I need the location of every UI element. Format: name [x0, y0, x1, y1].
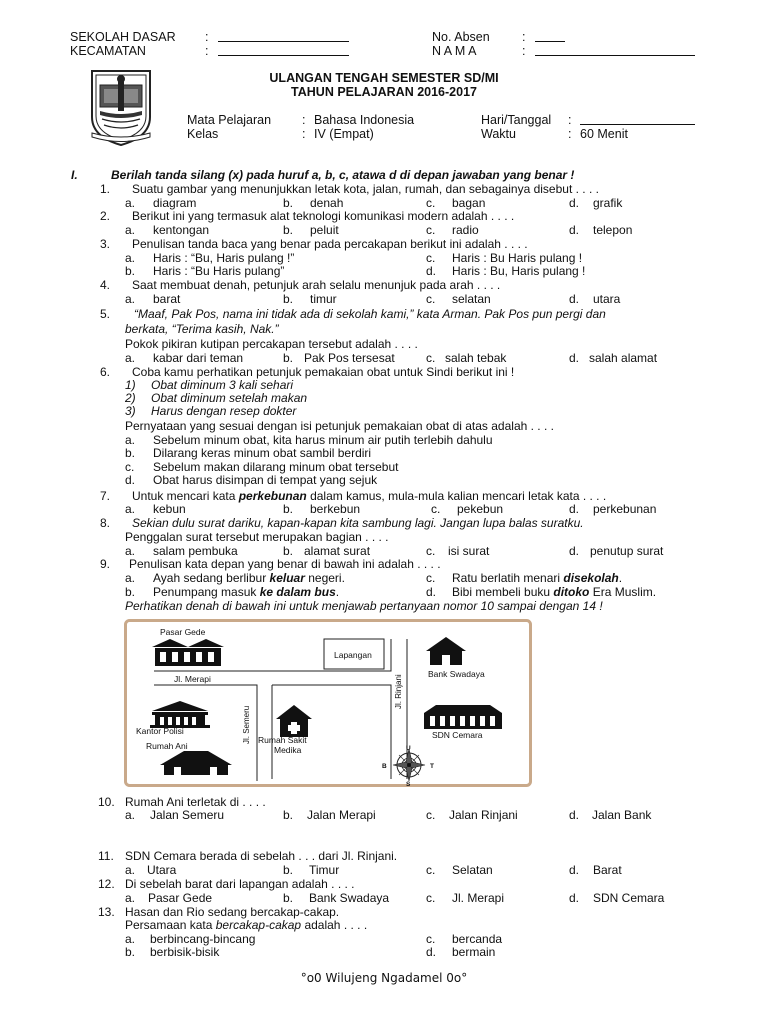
- option-text: Ayah sedang berlibur keluar negeri.: [153, 571, 345, 585]
- question-number: 5.: [99, 307, 110, 321]
- option-letter[interactable]: c.: [426, 292, 436, 306]
- time-label: Waktu: [481, 127, 516, 141]
- option-letter[interactable]: a.: [125, 808, 136, 822]
- list-item: Harus dengan resep dokter: [151, 404, 297, 418]
- option-letter[interactable]: a.: [125, 196, 136, 210]
- option-text: Jalan Rinjani: [449, 808, 518, 822]
- compass-west: B: [382, 763, 387, 770]
- option-letter[interactable]: b.: [283, 863, 294, 877]
- option-letter[interactable]: a.: [125, 251, 136, 265]
- class-label: Kelas: [187, 127, 219, 141]
- label-polisi: Kantor Polisi: [136, 726, 184, 736]
- question-text: Persamaan kata bercakap-cakap adalah . . . .: [125, 918, 368, 932]
- option-letter[interactable]: c.: [426, 808, 436, 822]
- colon: :: [522, 44, 526, 58]
- list-item: Obat diminum 3 kali sehari: [151, 378, 294, 392]
- question-text: Pokok pikiran kutipan percakapan tersebut adalah . . . .: [125, 337, 418, 351]
- colon: :: [302, 127, 306, 141]
- question-text: Penulisan tanda baca yang benar pada percakapan berikut ini adalah . . . .: [132, 237, 528, 251]
- question-number: 4.: [99, 278, 110, 292]
- option-letter[interactable]: c.: [426, 196, 436, 210]
- colon: :: [522, 30, 526, 44]
- question-text: Untuk mencari kata perkebunan dalam kamus, mula-mula kalian mencari letak kata . . . .: [132, 489, 607, 503]
- question-number: 8.: [99, 516, 110, 530]
- question-text: Di sebelah barat dari lapangan adalah . . . .: [125, 877, 355, 891]
- question-text: Suatu gambar yang menunjukkan letak kota, jalan, rumah, dan sebagainya disebut . . . .: [132, 182, 599, 196]
- option-text: berkebun: [310, 502, 361, 516]
- option-letter[interactable]: a.: [125, 433, 136, 447]
- question-number: 12.: [98, 877, 115, 891]
- option-letter[interactable]: b.: [283, 502, 294, 516]
- option-letter[interactable]: d.: [569, 863, 580, 877]
- option-text: Barat: [593, 863, 622, 877]
- school-icon: [424, 705, 502, 729]
- option-letter[interactable]: d.: [426, 585, 437, 599]
- option-letter[interactable]: c.: [426, 351, 436, 365]
- option-text: denah: [310, 196, 344, 210]
- option-letter[interactable]: b.: [283, 292, 294, 306]
- option-text: Utara: [147, 863, 177, 877]
- question-text: Penulisan kata depan yang benar di bawah ini adalah . . . .: [129, 557, 441, 571]
- label-lapangan: Lapangan: [334, 650, 372, 660]
- option-text: Jl. Merapi: [452, 891, 505, 905]
- option-text: Sebelum minum obat, kita harus minum air putih terlebih dahulu: [153, 433, 493, 447]
- option-letter[interactable]: d.: [569, 223, 580, 237]
- option-letter[interactable]: d.: [569, 351, 580, 365]
- option-text: kebun: [153, 502, 186, 516]
- question-text: Saat membuat denah, petunjuk arah selalu menunjuk pada arah . . . .: [132, 278, 501, 292]
- section-numeral: I.: [71, 168, 78, 182]
- option-text: timur: [310, 292, 337, 306]
- question-text: Rumah Ani terletak di . . . .: [125, 795, 266, 809]
- option-letter[interactable]: a.: [125, 891, 136, 905]
- option-text: berbisik-bisik: [150, 945, 220, 959]
- option-letter[interactable]: c.: [426, 571, 436, 585]
- option-letter[interactable]: b.: [125, 945, 136, 959]
- option-text: salah tebak: [445, 351, 507, 365]
- school-field[interactable]: [218, 31, 349, 46]
- area-map: [124, 619, 532, 787]
- quote-text: berkata, “Terima kasih, Nak.”: [125, 322, 279, 336]
- option-letter[interactable]: d.: [569, 196, 580, 210]
- option-text: Ratu berlatih menari disekolah.: [452, 571, 623, 585]
- option-letter[interactable]: b.: [283, 223, 294, 237]
- question-text: Pernyataan yang sesuai dengan isi petunjuk pemakaian obat di atas adalah . . . .: [125, 419, 554, 433]
- option-text: berbincang-bincang: [150, 932, 256, 946]
- option-letter[interactable]: c.: [426, 223, 436, 237]
- option-text: Bibi membeli buku ditoko Era Muslim.: [452, 585, 657, 599]
- option-letter[interactable]: c.: [426, 251, 436, 265]
- option-letter[interactable]: c.: [426, 891, 436, 905]
- option-letter[interactable]: d.: [569, 891, 580, 905]
- option-text: barat: [153, 292, 181, 306]
- label-bank: Bank Swadaya: [428, 669, 485, 679]
- label-rs1: Rumah Sakit: [258, 735, 307, 745]
- colon: :: [568, 113, 572, 127]
- quote-text: “Maaf, Pak Pos, nama ini tidak ada di sekolah kami,” kata Arman. Pak Pos pun pergi dan: [134, 307, 606, 321]
- option-text: kentongan: [153, 223, 210, 237]
- name-field[interactable]: [535, 45, 695, 60]
- label-rinjani: Jl. Rinjani: [394, 674, 403, 709]
- option-text: Jalan Bank: [592, 808, 652, 822]
- question-number: 7.: [99, 489, 110, 503]
- keyword: perkebunan: [238, 489, 307, 503]
- absen-label: No. Absen: [432, 30, 490, 44]
- absen-field[interactable]: [535, 31, 565, 46]
- option-letter[interactable]: d.: [569, 808, 580, 822]
- day-label: Hari/Tanggal: [481, 113, 552, 127]
- option-letter[interactable]: b.: [283, 196, 294, 210]
- option-text: bercanda: [452, 932, 503, 946]
- question-text: Berikut ini yang termasuk alat teknologi komunikasi modern adalah . . . .: [132, 209, 515, 223]
- exam-title: ULANGAN TENGAH SEMESTER SD/MI: [269, 71, 499, 85]
- label-pasar: Pasar Gede: [160, 627, 206, 637]
- option-text: pekebun: [457, 502, 504, 516]
- subject-value: Bahasa Indonesia: [314, 113, 415, 127]
- label-sdn: SDN Cemara: [432, 730, 483, 740]
- option-text: Pak Pos tersesat: [304, 351, 395, 365]
- option-text: kabar dari teman: [153, 351, 244, 365]
- district-label: KECAMATAN: [70, 44, 146, 58]
- question-number: 9.: [99, 557, 110, 571]
- option-text: grafik: [593, 196, 623, 210]
- map-instruction: Perhatikan denah di bawah ini untuk menjawab pertanyaan nomor 10 sampai dengan 14 !: [125, 599, 603, 613]
- section-instruction: Berilah tanda silang (x) pada huruf a, b, c, atawa d di depan jawaban yang benar !: [111, 168, 575, 182]
- district-field[interactable]: [218, 45, 349, 60]
- option-text: salam pembuka: [153, 544, 238, 558]
- question-number: 3.: [99, 237, 110, 251]
- label-semeru: Jl. Semeru: [242, 705, 251, 744]
- option-letter[interactable]: c.: [426, 932, 436, 946]
- option-text: Haris : Bu Haris pulang !: [452, 251, 583, 265]
- option-letter[interactable]: d.: [125, 473, 136, 487]
- option-letter[interactable]: b.: [283, 808, 294, 822]
- subject-label: Mata Pelajaran: [187, 113, 272, 127]
- option-text: penutup surat: [590, 544, 664, 558]
- option-letter[interactable]: d.: [569, 544, 580, 558]
- option-letter[interactable]: d.: [569, 502, 580, 516]
- option-letter[interactable]: a.: [125, 223, 136, 237]
- question-number: 11.: [98, 849, 114, 863]
- option-text: peluit: [310, 223, 339, 237]
- colon: :: [568, 127, 572, 141]
- option-text: Penumpang masuk ke dalam bus.: [153, 585, 340, 599]
- option-text: Bank Swadaya: [309, 891, 390, 905]
- option-text: bermain: [452, 945, 496, 959]
- list-number: 1): [125, 378, 136, 392]
- option-letter[interactable]: c.: [431, 502, 441, 516]
- option-text: isi surat: [448, 544, 490, 558]
- option-letter[interactable]: c.: [426, 544, 436, 558]
- option-letter[interactable]: b.: [125, 446, 136, 460]
- option-letter[interactable]: a.: [125, 292, 136, 306]
- option-text: perkebunan: [593, 502, 657, 516]
- option-text: telepon: [593, 223, 633, 237]
- option-letter[interactable]: c.: [125, 460, 135, 474]
- option-letter[interactable]: a.: [125, 502, 136, 516]
- option-letter[interactable]: d.: [569, 292, 580, 306]
- option-letter[interactable]: b.: [125, 585, 136, 599]
- option-text: selatan: [452, 292, 491, 306]
- option-letter[interactable]: b.: [283, 351, 294, 365]
- map-drawing: [124, 619, 532, 787]
- colon: :: [302, 113, 306, 127]
- option-text: utara: [593, 292, 621, 306]
- option-letter[interactable]: a.: [125, 932, 136, 946]
- exam-year: TAHUN PELAJARAN 2016-2017: [291, 85, 477, 99]
- question-number: 6.: [99, 365, 110, 379]
- question-number: 13.: [98, 905, 115, 919]
- question-text: Penggalan surat tersebut merupakan bagian . . . .: [125, 530, 389, 544]
- option-text: salah alamat: [589, 351, 658, 365]
- option-letter[interactable]: a.: [125, 544, 136, 558]
- question-number: 10.: [98, 795, 115, 809]
- question-text: Hasan dan Rio sedang bercakap-cakap.: [125, 905, 340, 919]
- option-letter[interactable]: c.: [426, 863, 436, 877]
- option-letter[interactable]: d.: [426, 945, 437, 959]
- option-letter[interactable]: b.: [283, 544, 294, 558]
- question-number: 2.: [99, 209, 110, 223]
- school-label: SEKOLAH DASAR: [70, 30, 176, 44]
- class-value: IV (Empat): [314, 127, 374, 141]
- footer-text: °o0 Wilujeng Ngadamel 0o°: [300, 971, 468, 985]
- option-text: Obat harus disimpan di tempat yang sejuk: [153, 473, 378, 487]
- list-number: 3): [125, 404, 136, 418]
- option-text: alamat surat: [304, 544, 371, 558]
- option-text: diagram: [153, 196, 197, 210]
- option-letter[interactable]: a.: [125, 351, 136, 365]
- time-value: 60 Menit: [580, 127, 628, 141]
- option-text: Selatan: [452, 863, 493, 877]
- option-text: Haris : “Bu Haris pulang”: [153, 264, 285, 278]
- option-letter[interactable]: a.: [125, 863, 136, 877]
- option-text: Haris : “Bu, Haris pulang !”: [153, 251, 295, 265]
- compass-east: T: [430, 763, 434, 770]
- option-letter[interactable]: d.: [426, 264, 437, 278]
- name-label: N A M A: [432, 44, 477, 58]
- option-text: Timur: [309, 863, 340, 877]
- question-text: SDN Cemara berada di sebelah . . . dari Jl. Rinjani.: [125, 849, 398, 863]
- option-text: Sebelum makan dilarang minum obat tersebut: [153, 460, 399, 474]
- option-text: Pasar Gede: [148, 891, 213, 905]
- list-item: Obat diminum setelah makan: [151, 391, 308, 405]
- option-letter[interactable]: a.: [125, 571, 136, 585]
- option-text: Jalan Merapi: [307, 808, 376, 822]
- label-rs2: Medika: [274, 745, 302, 755]
- colon: :: [205, 30, 209, 44]
- question-text: Coba kamu perhatikan petunjuk pemakaian obat untuk Sindi berikut ini !: [132, 365, 515, 379]
- option-text: radio: [452, 223, 479, 237]
- list-number: 2): [125, 391, 136, 405]
- colon: :: [205, 44, 209, 58]
- option-text: SDN Cemara: [593, 891, 665, 905]
- compass-south: S: [406, 781, 411, 787]
- option-text: Dilarang keras minum obat sambil berdiri: [153, 446, 372, 460]
- question-number: 1.: [99, 182, 110, 196]
- option-text: bagan: [452, 196, 486, 210]
- quote-text: Sekian dulu surat dariku, kapan-kapan kita sambung lagi. Jangan lupa balas suratku.: [132, 516, 584, 530]
- option-letter[interactable]: b.: [125, 264, 136, 278]
- compass-north: U: [406, 745, 411, 752]
- option-text: Jalan Semeru: [150, 808, 225, 822]
- label-ani: Rumah Ani: [146, 741, 188, 751]
- option-letter[interactable]: b.: [283, 891, 294, 905]
- label-merapi: Jl. Merapi: [174, 674, 211, 684]
- option-text: Haris : Bu, Haris pulang !: [452, 264, 586, 278]
